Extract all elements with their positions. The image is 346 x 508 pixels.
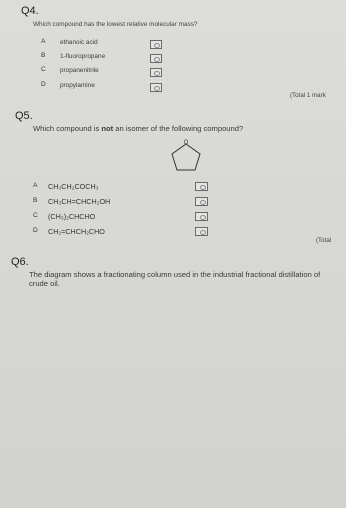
q5-option-c-checkbox[interactable] — [195, 212, 208, 221]
q4-option-a-text: ethanoic acid — [60, 39, 98, 46]
q4-option-d-text: propylamine — [60, 82, 95, 89]
q4-option-a-letter: A — [41, 38, 46, 45]
q5-option-b-text: CH₃CH=CHCH₂OH — [48, 197, 111, 206]
q5-stem: Which compound is not an isomer of the following compound? — [33, 124, 244, 133]
q5-option-b-checkbox[interactable] — [195, 197, 208, 206]
q4-option-c-letter: C — [41, 66, 46, 73]
q6-text-line1: The diagram shows a fractionating column used in the industrial fractional distillation of — [29, 270, 321, 279]
q4-option-a-checkbox[interactable] — [150, 40, 162, 49]
q5-option-d-checkbox[interactable] — [195, 227, 208, 236]
q4-number: Q4. — [21, 5, 39, 17]
q4-total: (Total 1 mark — [290, 92, 326, 99]
q4-option-c-text: propanenitrile — [60, 67, 99, 74]
q6-text-line2: crude oil. — [29, 279, 60, 288]
q5-option-a-checkbox[interactable] — [195, 182, 208, 191]
q4-option-c-checkbox[interactable] — [150, 68, 162, 77]
q5-option-c-text: (CH₃)₂CHCHO — [48, 212, 96, 221]
q4-option-b-text: 1-fluoropropane — [60, 53, 106, 60]
q4-stem: Which compound has the lowest relative molecular mass? — [33, 21, 198, 28]
q4-option-d-letter: D — [41, 81, 46, 88]
q5-option-a-letter: A — [33, 182, 38, 189]
q4-option-d-checkbox[interactable] — [150, 83, 162, 92]
q5-option-d-text: CH₂=CHCH₂CHO — [48, 227, 105, 236]
q5-option-b-letter: B — [33, 197, 38, 204]
q6-number: Q6. — [11, 256, 29, 268]
q5-total: (Total — [316, 237, 332, 244]
q4-option-b-letter: B — [41, 52, 46, 59]
q5-option-c-letter: C — [33, 212, 38, 219]
q5-number: Q5. — [15, 110, 33, 122]
oxolane-structure — [166, 138, 206, 174]
q4-option-b-checkbox[interactable] — [150, 54, 162, 63]
q5-option-a-text: CH₃CH₂COCH₃ — [48, 182, 99, 191]
q5-option-d-letter: D — [33, 227, 38, 234]
oxygen-atom-label: O — [183, 140, 189, 146]
